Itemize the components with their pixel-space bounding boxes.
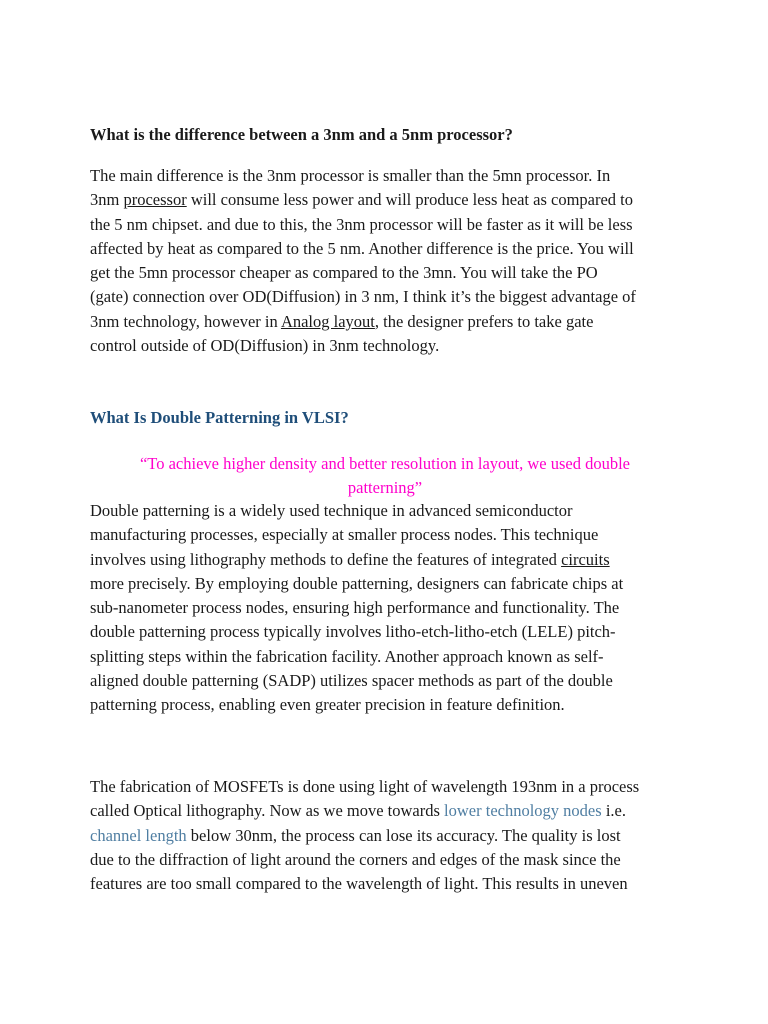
- text-line: the 5 nm chipset. and due to this, the 3nm processor will be faster as it will be less: [90, 214, 633, 234]
- processor-link[interactable]: processor: [123, 190, 187, 210]
- quote-line: patterning”: [347, 478, 423, 497]
- text-line: [90, 799, 680, 823]
- text-run: will consume less power and will produce less heat as compared to: [186, 190, 634, 210]
- text-line: control outside of OD(Diffusion) in 3nm technology.: [90, 336, 440, 356]
- text-run: called Optical lithography. Now as we move towards: [90, 801, 445, 821]
- text-line: more precisely. By employing double patterning, designers can fabricate chips at: [90, 573, 624, 593]
- text-line: splitting steps within the fabrication facility. Another approach known as self-: [90, 646, 604, 666]
- text-line: [90, 548, 680, 572]
- text-run: below 30nm, the process can lose its accuracy. The quality is lost: [186, 825, 621, 845]
- text-run: 3nm technology, however in: [90, 311, 281, 331]
- circuits-link[interactable]: circuits: [561, 549, 610, 569]
- text-run: 3nm: [90, 190, 124, 210]
- text-line: [90, 824, 680, 848]
- text-line: due to the diffraction of light around the corners and edges of the mask since the: [90, 849, 621, 869]
- text-line: patterning process, enabling even greater precision in feature definition.: [90, 695, 565, 715]
- paragraph-3nm-vs-5nm: [90, 164, 680, 358]
- lower-technology-nodes-link[interactable]: lower technology nodes: [444, 801, 602, 821]
- text-line: The main difference is the 3nm processor is smaller than the 5mn processor. In: [90, 166, 611, 185]
- text-line: (gate) connection over OD(Diffusion) in 3 nm, I think it’s the biggest advantage of: [90, 287, 636, 307]
- text-line: get the 5mn processor cheaper as compared to the 3mn. You will take the PO: [90, 263, 598, 283]
- section-heading-3nm-vs-5nm: What is the difference between a 3nm and a 5nm processor?: [90, 125, 513, 144]
- text-run: involves using lithography methods to define the features of integrated: [90, 549, 562, 569]
- text-run: i.e.: [601, 801, 626, 821]
- text-line: Double patterning is a widely used technique in advanced semiconductor: [90, 501, 573, 520]
- text-run: , the designer prefers to take gate: [374, 311, 594, 331]
- text-line: affected by heat as compared to the 5 nm. Another difference is the price. You will: [90, 238, 634, 258]
- text-line: manufacturing processes, especially at smaller process nodes. This technique: [90, 525, 599, 545]
- text-line: [90, 188, 680, 212]
- quote-line: “To achieve higher density and better resolution in layout, we used double: [139, 454, 631, 473]
- pull-quote: [90, 452, 680, 500]
- text-line: aligned double patterning (SADP) utilizes spacer methods as part of the double: [90, 671, 613, 691]
- paragraph-optical-lithography: [90, 775, 680, 896]
- paragraph-double-patterning: [90, 499, 680, 718]
- text-line: The fabrication of MOSFETs is done using light of wavelength 193nm in a process: [90, 777, 640, 796]
- text-line: [90, 310, 680, 334]
- analog-layout-link[interactable]: Analog layout: [280, 311, 375, 331]
- text-line: sub-nanometer process nodes, ensuring high performance and functionality. The: [90, 598, 620, 618]
- text-line: features are too small compared to the wavelength of light. This results in uneven: [90, 874, 628, 894]
- channel-length-link[interactable]: channel length: [90, 825, 187, 845]
- section-heading-double-patterning: What Is Double Patterning in VLSI?: [90, 408, 349, 427]
- text-line: double patterning process typically involves litho-etch-litho-etch (LELE) pitch-: [90, 622, 616, 642]
